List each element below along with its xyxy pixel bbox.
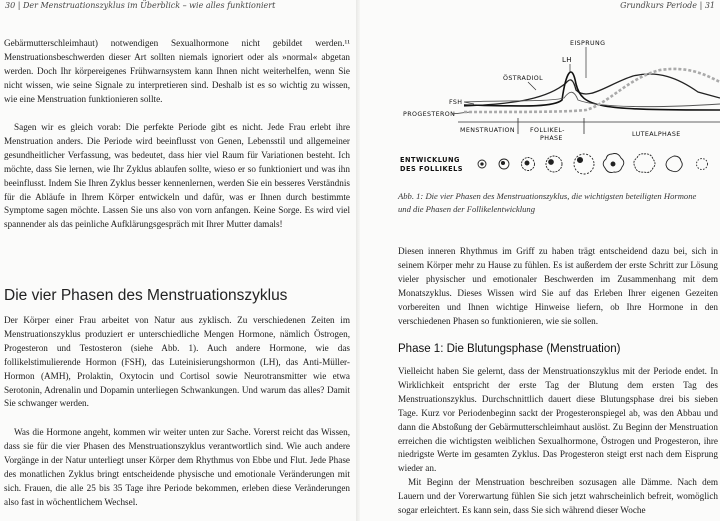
left-running-head: 30 | Der Menstruationszyklus im Überblick – wie alles funktioniert <box>5 1 276 10</box>
phase-menstruation: MENSTRUATION <box>460 127 515 134</box>
follicle-stage-1 <box>478 160 486 168</box>
follicle-stage-6 <box>603 154 624 173</box>
oestradiol-pointer <box>528 82 536 90</box>
right-running-head: Grundkurs Periode | 31 <box>620 1 715 10</box>
follicle-stage-9 <box>697 159 708 170</box>
follicle-stage-8 <box>666 156 682 172</box>
label-fsh: FSH <box>449 99 463 106</box>
follicle-stage-2 <box>499 159 509 169</box>
fsh-curve <box>464 92 720 106</box>
phase-1-heading: Phase 1: Die Blutungsphase (Menstruation) <box>398 343 621 355</box>
left-paragraph-2: Sagen wir es gleich vorab: Die perfekte Periode gibt es nicht. Jede Frau erlebt ihre Menstruation anders. Die Periode wird beeinflusst von Genen, Lebensstil und allgemeiner gesundheitlicher Verfassung, was bedeutet, dass hier viel Raum für Variationen besteht. Ich möchte, dass Sie lernen, wie Ihr Zyklus ablaufen sollte, wieso er so funktioniert und was ihn beeinflusst. Indem Sie Ihren Zyklus besser kennenlernen, werden Sie ein besseres Verständnis für die Abläufe in Ihrem Körper entwickeln und dafür, was er Ihnen durch bestimmte Symptome sagen möchte. Lassen Sie uns also von vorn anfangen. Keine Sorge. Es wird viel spannender als das peinliche Aufklärungsgespräch mit Ihrer Mutter damals! <box>4 122 350 230</box>
right-paragraph-1: Diesen inneren Rhythmus im Griff zu haben trägt entscheidend dazu bei, sich in seinem Körper mehr zu Hause zu fühlen. Es ist außerdem der erste Schritt zur Lösung vieler physischer und emotionaler Beschwerden im Zusammenhang mit dem Monatszyklus. Dieses Wissen wird Sie auf das Erleben Ihrer eigenen Gezeiten vorbereiten und Ihnen wichtige Hinweise liefern, ob Ihre Hormone in den verschiedenen Phasen so funktionieren, wie sie sollen. <box>398 246 718 326</box>
right-paragraph-2: Vielleicht haben Sie gelernt, dass der Menstruationszyklus mit der Periode endet. In Wirklichkeit entspricht der erste Tag der Blutung dem ersten Tag des Menstruationszyklus. Durchschnittlich dauert diese Blutungsphase drei bis sieben Tage. Kurz vor Periodenbeginn sackt der Progesteronspiegel ab, was den Abbau und dann die Abstoßung der Gebärmutterschleimhaut auslöst. Zu Beginn der Menstruation erreichen die wichtigsten weiblichen Sexualhormone, Östrogen und Progesteron, ihre niedrigste Werte im gesamten Zyklus. Das Progesteron steigt erst nach dem Eisprung wieder an. <box>398 366 718 474</box>
label-lh: LH <box>562 56 572 64</box>
left-paragraph-4: Was die Hormone angeht, kommen wir weiter unten zur Sache. Vorerst reicht das Wissen, dass sie für die vier Phasen des Menstruationszyklus verantwortlich sind. Wie auch andere Vorgänge in der Natur unterliegt unser Körper dem Rhythmus von Ebbe und Flut. Jede Phase des monatlichen Zyklus bringt entscheidende physische und emotionale Veränderungen mit sich. Frauen, die alle 25 bis 35 Tage ihre Periode bekommen, erleben diese Veränderungen also fast in wöchentlichem Wechsel. <box>4 427 350 507</box>
left-paragraph-3: Der Körper einer Frau arbeitet von Natur aus zyklisch. Zu verschiedenen Zeiten im Menstruationszyklus produziert er unterschiedliche Mengen Hormone, nämlich Östrogen, Progesteron und Testosteron (siehe Abb. 1). Auch andere Hormone, wie das follikelstimulierende Hormon (FSH), das Luteinisierungshormon (LH), das Anti-Müller-Hormon (AMH), Prolaktin, Oxytocin und Cortisol sowie Neurotransmitter wie etwa Serotonin, Adrenalin und Dopamin unterliegen Schwankungen. Und warum das alles? Damit Sie schwanger werden. <box>4 315 350 409</box>
left-page <box>0 0 356 521</box>
follicle-stage-5 <box>574 154 594 174</box>
follicle-label-2: DES FOLLIKELS <box>400 165 464 173</box>
follicle-stage-3 <box>522 158 535 171</box>
menstrual-cycle-figure <box>398 38 720 186</box>
label-eisprung: EISPRUNG <box>570 40 606 47</box>
follicle-stage-4 <box>546 156 562 172</box>
label-progesteron: PROGESTERON <box>403 111 456 118</box>
follicle-stage-7 <box>634 154 655 173</box>
section-heading: Die vier Phasen des Menstruationszyklus <box>4 287 288 304</box>
left-paragraph-1: Gebärmutterschleimhaut) notwendigen Sexualhormone nicht gebildet werden.¹¹ Menstruationsbeschwerden dieser Art sollten niemals ignoriert oder als »normal« abgetan werden. Doch Ihr körpereigenes Frühwarnsystem kann Ihnen nicht weiterhelfen, wenn Sie nicht wissen, wie seine Signale zu interpretieren sind. Deshalb ist es so wichtig zu wissen, wie eine Menstruation funktionieren sollte. <box>4 38 350 104</box>
phase-luteal: LUTEALPHASE <box>632 131 681 138</box>
phase-follicular-1: FOLLIKEL- <box>530 127 565 134</box>
figure-caption: Abb. 1: Die vier Phasen des Menstruationszyklus, die wichtigsten beteiligten Hormone und die Phasen der Follikelentwicklung <box>398 191 697 214</box>
right-page <box>360 0 720 521</box>
phase-follicular-2: PHASE <box>540 135 563 142</box>
follicle-label-1: ENTWICKLUNG <box>400 156 460 164</box>
right-paragraph-3: Mit Beginn der Menstruation beschreiben sozusagen alle Dämme. Nach dem Lauern und der Vorerwartung fühlen Sie sich jetzt wahrscheinlich befreit, womöglich sogar erleichtert. Es kann sein, dass Sie sich während dieser Woche <box>398 477 718 515</box>
label-oestradiol: ÖSTRADIOL <box>503 75 543 82</box>
